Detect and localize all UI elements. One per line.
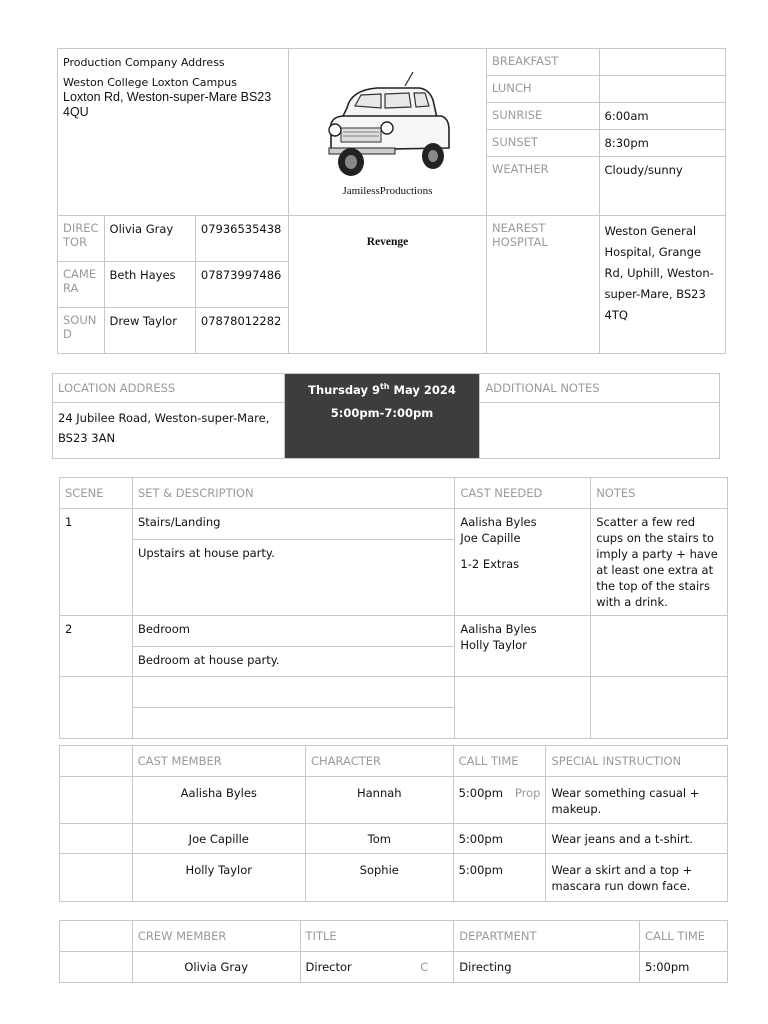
address-line2: Loxton Rd, Weston-super-Mare BS23 4QU — [63, 90, 272, 119]
crew-name-director: Olivia Gray — [104, 216, 195, 262]
empty-cell — [60, 677, 133, 739]
crew-department: Directing — [454, 952, 640, 983]
table-row — [60, 854, 728, 902]
scene-notes — [591, 616, 728, 677]
notes-value — [480, 403, 720, 459]
location-value: 24 Jubilee Road, Weston-super-Mare, BS23 3AN — [53, 403, 285, 459]
row-blank — [60, 777, 133, 824]
notes-label: ADDITIONAL NOTES — [480, 374, 720, 403]
character: Hannah — [305, 777, 453, 824]
cast-blank-header — [60, 746, 133, 777]
character: Sophie — [305, 854, 453, 902]
location-label: LOCATION ADDRESS — [53, 374, 285, 403]
department-header: DEPARTMENT — [454, 921, 640, 952]
crew-name-sound: Drew Taylor — [104, 308, 195, 354]
set-description: Bedroom at house party. — [133, 646, 454, 673]
schedule-label-weather: WEATHER — [487, 157, 599, 216]
hospital-label: NEAREST HOSPITAL — [487, 216, 599, 354]
crew-title: Director C — [300, 952, 454, 983]
row-blank — [60, 952, 133, 983]
crew-call-time: 5:00pm — [640, 952, 728, 983]
address-label: Production Company Address — [63, 56, 225, 69]
special-instruction: Wear jeans and a t-shirt. — [546, 824, 728, 854]
empty-cell — [455, 677, 591, 739]
set-name: Bedroom — [137, 622, 190, 636]
character: Tom — [305, 824, 453, 854]
cast-member: Holly Taylor — [132, 854, 305, 902]
shoot-date: Thursday 9th May 2024 — [308, 382, 456, 397]
car-logo — [317, 68, 457, 188]
schedule-value-weather: Cloudy/sunny — [599, 157, 725, 216]
logo-caption: JamilessProductions — [342, 184, 433, 197]
scene-header: SCENE — [60, 478, 133, 509]
schedule-value-sunset: 8:30pm — [599, 130, 725, 157]
scene-notes: Scatter a few red cups on the stairs to imply a party + have at least one extra at the top of the stairs with a drink. — [591, 509, 728, 616]
crew-phone-director: 07936535438 — [195, 216, 288, 262]
cast-needed: Aalisha Byles Joe Capille 1-2 Extras — [455, 509, 591, 616]
location-table — [52, 373, 720, 459]
address-line1: Weston College Loxton Campus — [63, 76, 237, 89]
table-row — [60, 677, 728, 739]
scene-number: 1 — [60, 509, 133, 616]
crew-member: Olivia Gray — [132, 952, 300, 983]
character-header: CHARACTER — [305, 746, 453, 777]
schedule-value-sunrise: 6:00am — [599, 103, 725, 130]
crew-role-sound: SOUN D — [58, 308, 105, 354]
call-time: 5:00pm — [453, 854, 546, 902]
date-cell — [284, 374, 480, 459]
table-row — [60, 777, 728, 824]
cast-table — [59, 745, 728, 902]
table-row — [60, 824, 728, 854]
set-header: SET & DESCRIPTION — [132, 478, 454, 509]
crew-blank-header — [60, 921, 133, 952]
cast-needed: Aalisha Byles Holly Taylor — [455, 616, 591, 677]
set-description: Upstairs at house party. — [133, 539, 454, 566]
schedule-label-sunset: SUNSET — [487, 130, 599, 157]
crew-phone-camera: 07873997486 — [195, 262, 288, 308]
notes-header: NOTES — [591, 478, 728, 509]
crew-role-director: DIREC TOR — [58, 216, 105, 262]
hospital-value: Weston General Hospital, Grange Rd, Uphill, Weston-super-Mare, BS23 4TQ — [599, 216, 725, 354]
header-table — [57, 48, 726, 354]
cast-member: Aalisha Byles — [132, 777, 305, 824]
cast-needed-header: CAST NEEDED — [455, 478, 591, 509]
empty-cell — [591, 677, 728, 739]
cast-member-header: CAST MEMBER — [132, 746, 305, 777]
shoot-time: 5:00pm-7:00pm — [330, 405, 434, 420]
call-time-header: CALL TIME — [453, 746, 546, 777]
crew-member-header: CREW MEMBER — [132, 921, 300, 952]
instruction-header: SPECIAL INSTRUCTION — [546, 746, 728, 777]
production-title: Revenge — [288, 216, 486, 354]
crew-phone-sound: 07878012282 — [195, 308, 288, 354]
row-blank — [60, 854, 133, 902]
cast-member: Joe Capille — [132, 824, 305, 854]
scene-number: 2 — [60, 616, 133, 677]
crew-table — [59, 920, 728, 983]
crew-name-camera: Beth Hayes — [104, 262, 195, 308]
crew-role-camera: CAME RA — [58, 262, 105, 308]
logo-cell — [288, 49, 486, 216]
schedule-value-breakfast — [599, 49, 725, 76]
empty-cell — [132, 677, 454, 739]
scenes-table — [59, 477, 728, 739]
table-row — [60, 952, 728, 983]
schedule-label-breakfast: BREAKFAST — [487, 49, 599, 76]
special-instruction: Wear something casual + makeup. — [546, 777, 728, 824]
schedule-label-sunrise: SUNRISE — [487, 103, 599, 130]
title-header: TITLE — [300, 921, 454, 952]
set-cell — [132, 616, 454, 677]
production-address-cell — [58, 49, 289, 216]
set-name: Stairs/Landing — [137, 515, 221, 529]
row-blank — [60, 824, 133, 854]
schedule-label-lunch: LUNCH — [487, 76, 599, 103]
set-cell — [132, 509, 454, 616]
call-time: 5:00pm Prop — [453, 777, 546, 824]
schedule-value-lunch — [599, 76, 725, 103]
crew-call-time-header: CALL TIME — [640, 921, 728, 952]
table-row — [60, 509, 728, 616]
call-time: 5:00pm — [453, 824, 546, 854]
special-instruction: Wear a skirt and a top + mascara run down face. — [546, 854, 728, 902]
table-row — [60, 616, 728, 677]
